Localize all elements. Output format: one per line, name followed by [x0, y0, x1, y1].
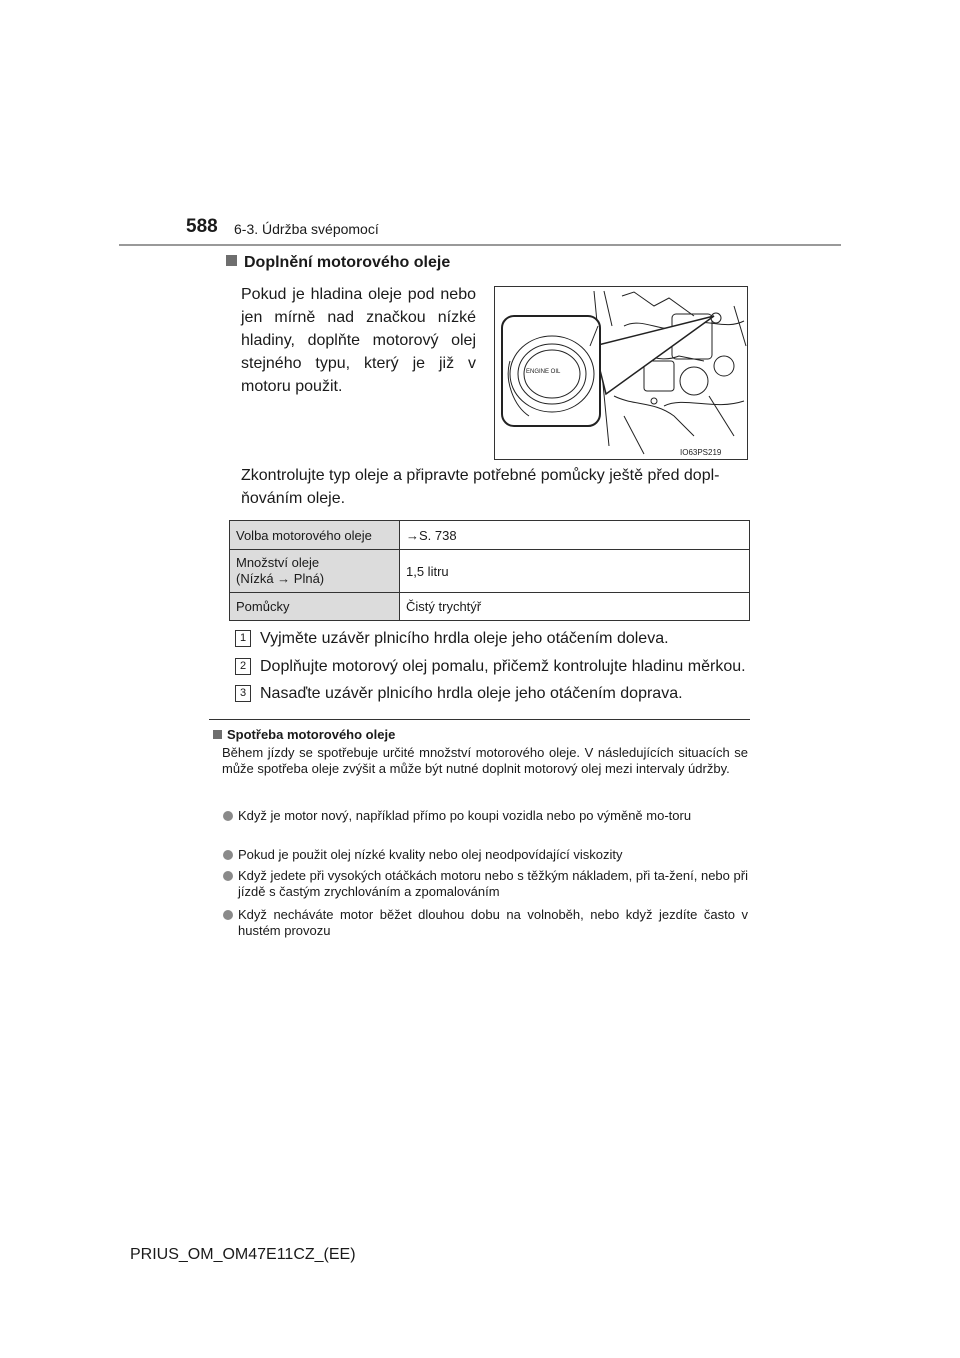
square-bullet-icon: [226, 255, 237, 266]
cap-label: ENGINE OIL: [526, 369, 561, 375]
table-label: [230, 550, 400, 593]
table-row: [230, 593, 750, 621]
bullet-dot-icon: [223, 850, 233, 860]
list-item: [222, 847, 748, 863]
table-row: [230, 521, 750, 550]
step-number: 3: [235, 685, 251, 702]
section-title: 6-3. Údržba svépomocí: [234, 221, 379, 237]
list-item-text: Pokud je použit olej nízké kvality nebo olej neodpovídající viskozity: [238, 847, 623, 862]
step-text: Nasaďte uzávěr plnicího hrdla oleje jeho otáčením doprava.: [260, 685, 683, 702]
header-rule: [119, 244, 841, 246]
main-heading: [226, 254, 450, 272]
table-value: →S. 738: [400, 521, 750, 550]
list-item: [222, 868, 748, 900]
oil-info-table: [229, 520, 750, 621]
table-label: Pomůcky: [230, 593, 400, 621]
table-row: [230, 550, 750, 593]
list-item: [222, 808, 748, 824]
intro-paragraph: Pokud je hladina oleje pod nebo jen mírně nad značkou nízké hladiny, doplňte motorový olej stejného typu, který je již v motoru použit.: [241, 286, 476, 395]
table-value: 1,5 litru: [400, 550, 750, 593]
image-code: IO63PS219: [680, 448, 722, 457]
step-number: 1: [235, 630, 251, 647]
list-item-text: Když je motor nový, například přímo po koupi vozidla nebo po výměně mo-toru: [238, 808, 692, 823]
square-bullet-icon: [213, 730, 222, 739]
step-number: 2: [235, 658, 251, 675]
step-text: Doplňujte motorový olej pomalu, přičemž kontrolujte hladinu měrkou.: [260, 658, 746, 675]
note-heading-text: Spotřeba motorového oleje: [227, 727, 396, 742]
table-label: Volba motorového oleje: [230, 521, 400, 550]
bullet-dot-icon: [223, 871, 233, 881]
step-text: Vyjměte uzávěr plnicího hrdla oleje jeho otáčením doleva.: [260, 630, 669, 647]
document-code-footer: PRIUS_OM_OM47E11CZ_(EE): [130, 1246, 356, 1263]
check-paragraph: Zkontrolujte typ oleje a připravte potřebné pomůcky ještě před dopl-ňováním oleje.: [241, 467, 720, 507]
list-item-text: Když necháváte motor běžet dlouhou dobu na volnoběh, nebo když jezdíte často v hustém provozu: [238, 907, 748, 938]
note-paragraph: Během jízdy se spotřebuje určité množství motorového oleje. V následujících situacích se může spotřeba oleje zvýšit a může být nutné doplnit motorový olej mezi intervaly údržby.: [222, 745, 748, 776]
list-item: [222, 907, 748, 939]
step-item: [235, 685, 683, 703]
section-divider: [209, 719, 750, 720]
page-number: 588: [186, 216, 218, 237]
bullet-dot-icon: [223, 811, 233, 821]
step-item: [235, 630, 669, 648]
main-heading-text: Doplnění motorového oleje: [244, 254, 451, 271]
table-label-line: (Nízká → Plná): [236, 571, 325, 586]
table-value: Čistý trychtýř: [400, 593, 750, 621]
note-heading: [213, 727, 395, 742]
table-label-line: Množství oleje: [236, 555, 320, 570]
step-item: [235, 658, 746, 676]
engine-oil-cap-illustration: [494, 286, 748, 460]
list-item-text: Když jedete při vysokých otáčkách motoru nebo s těžkým nákladem, při ta-žení, nebo při jízdě s častým zrychlováním a zpomalováním: [238, 868, 748, 899]
bullet-dot-icon: [223, 910, 233, 920]
